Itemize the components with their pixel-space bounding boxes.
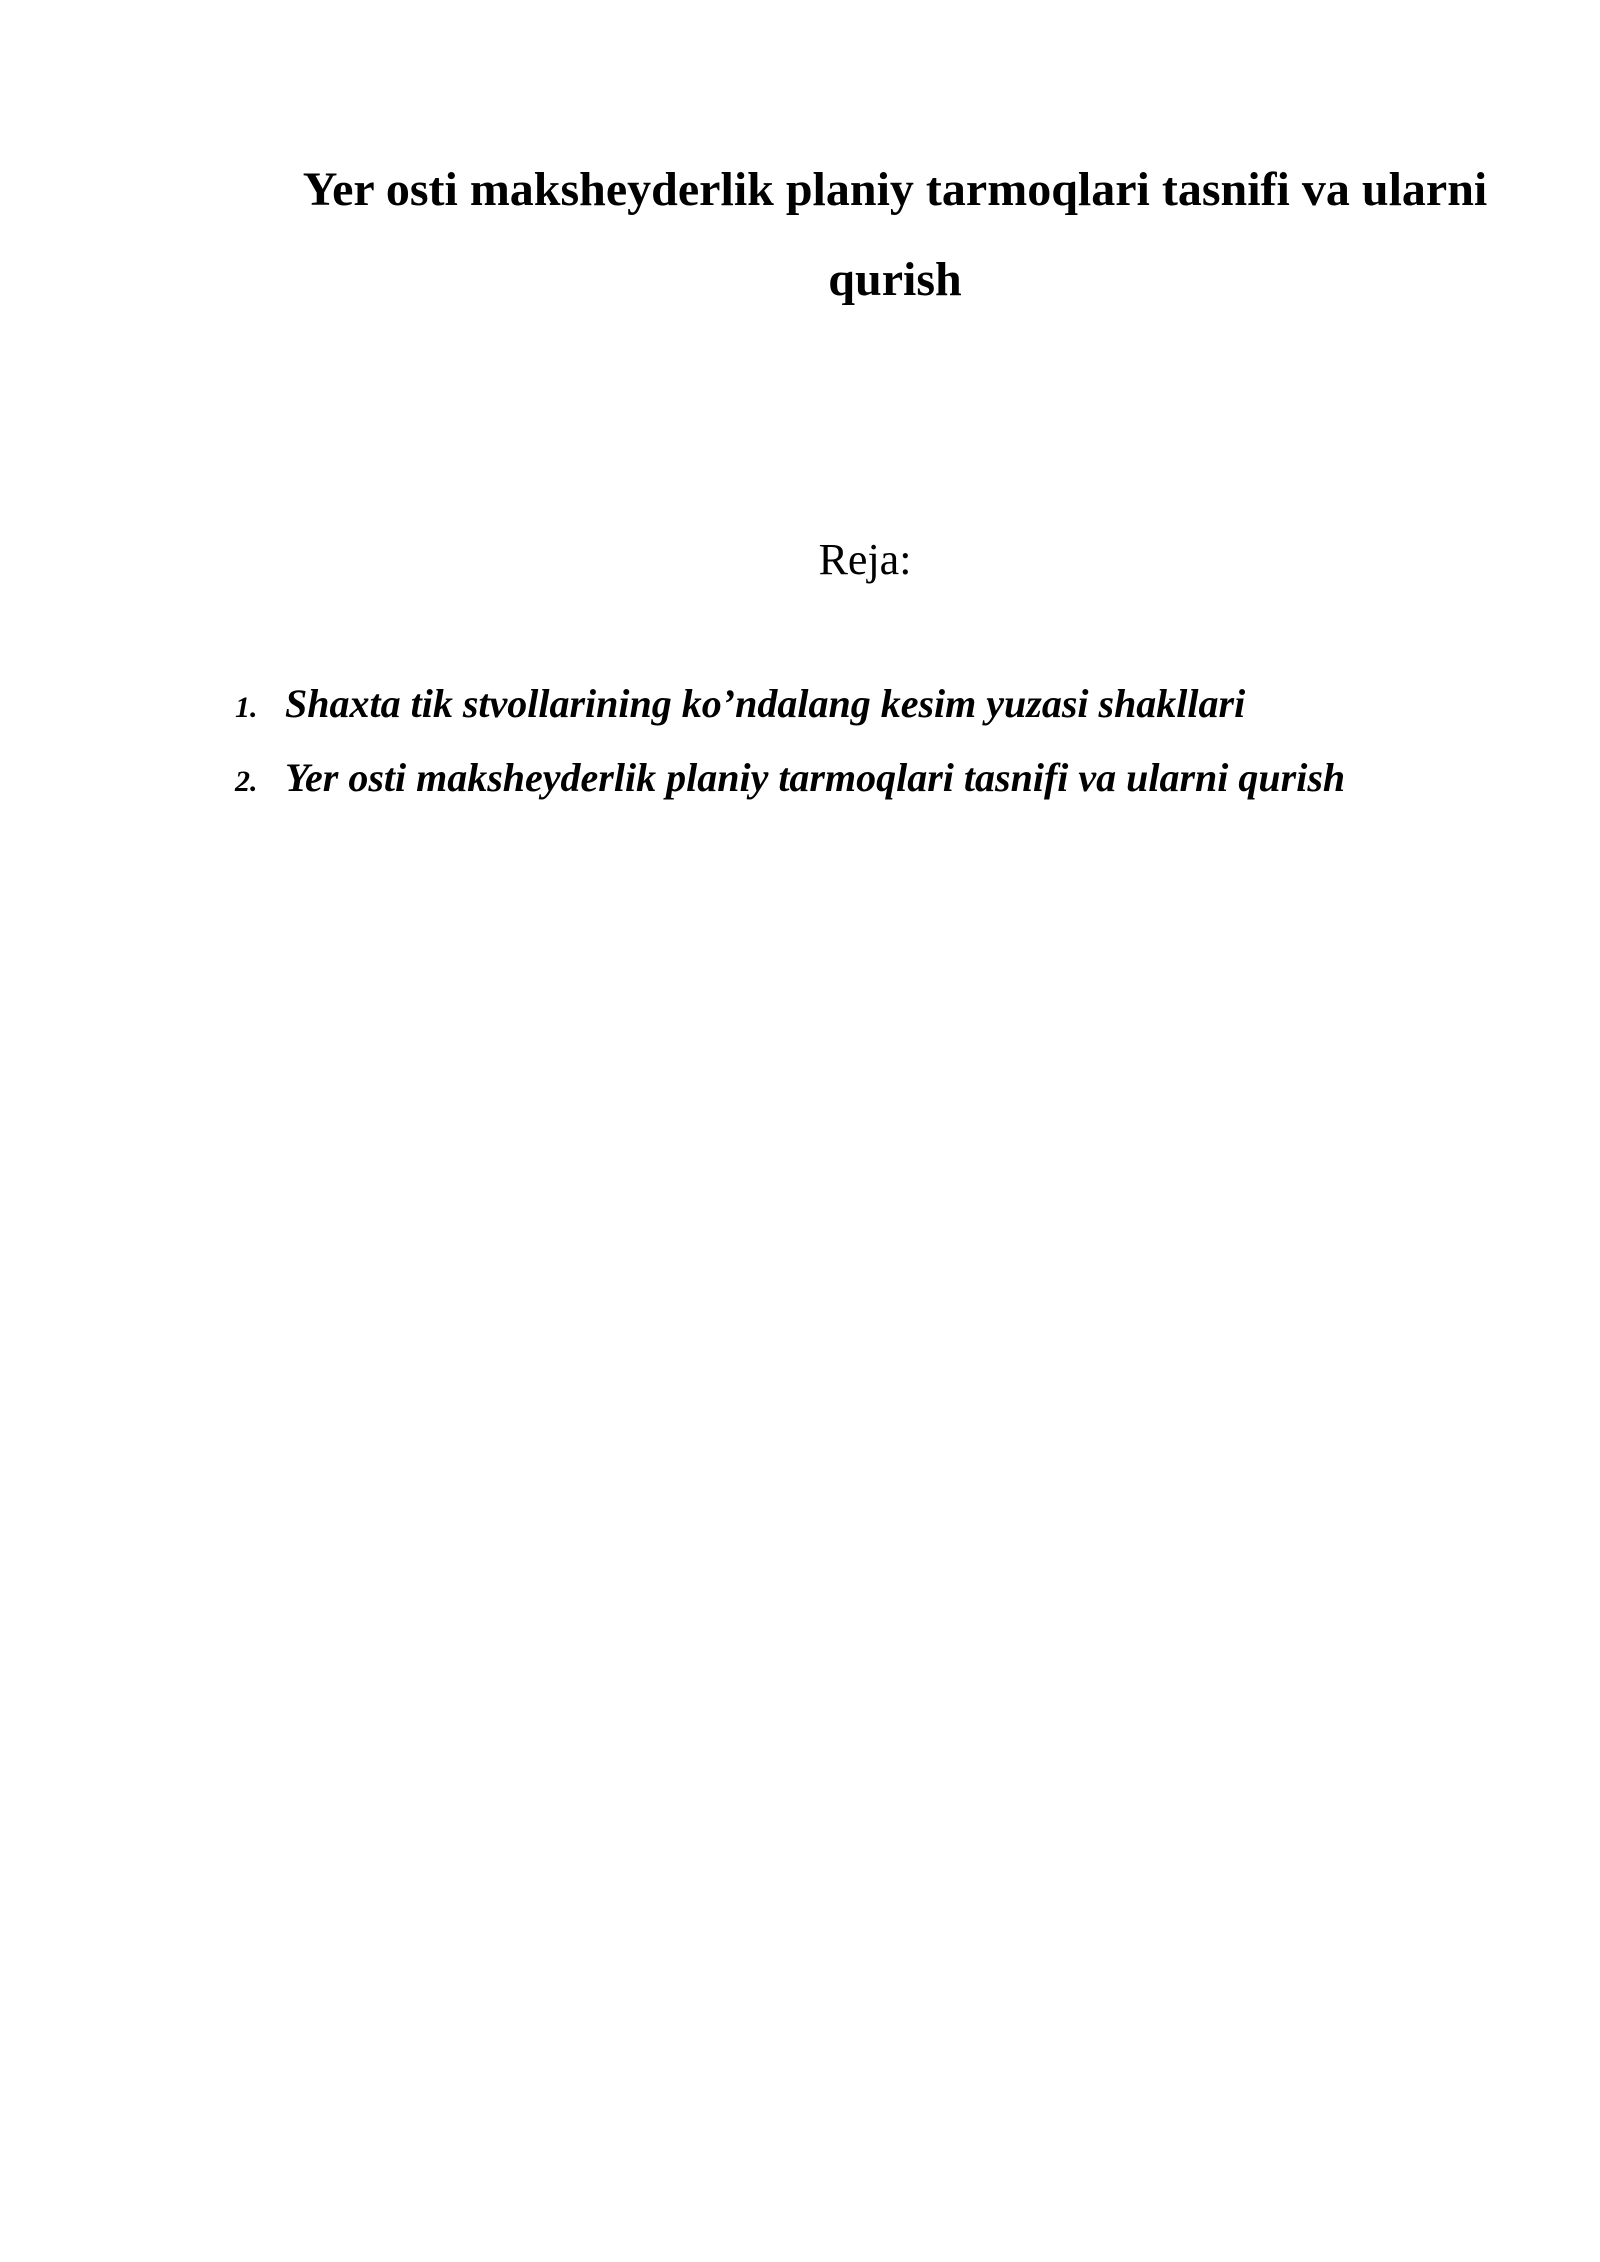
plan-item-text: Shaxta tik stvollarining ko’ndalang kesim yuzasi shakllari xyxy=(285,681,1246,726)
plan-item-1 xyxy=(235,680,1345,754)
plan-heading: Reja: xyxy=(818,535,912,584)
plan-list xyxy=(235,680,1345,828)
plan-item-number: 2. xyxy=(235,765,258,798)
plan-item-text: Yer osti maksheyderlik planiy tarmoqlari tasnifi va ularni qurish xyxy=(285,755,1346,800)
plan-item-2 xyxy=(235,754,1345,828)
document-title: Yer osti maksheyderlik planiy tarmoqlari tasnifi va ularni qurish xyxy=(302,163,1488,306)
plan-item-number: 1. xyxy=(235,691,258,724)
